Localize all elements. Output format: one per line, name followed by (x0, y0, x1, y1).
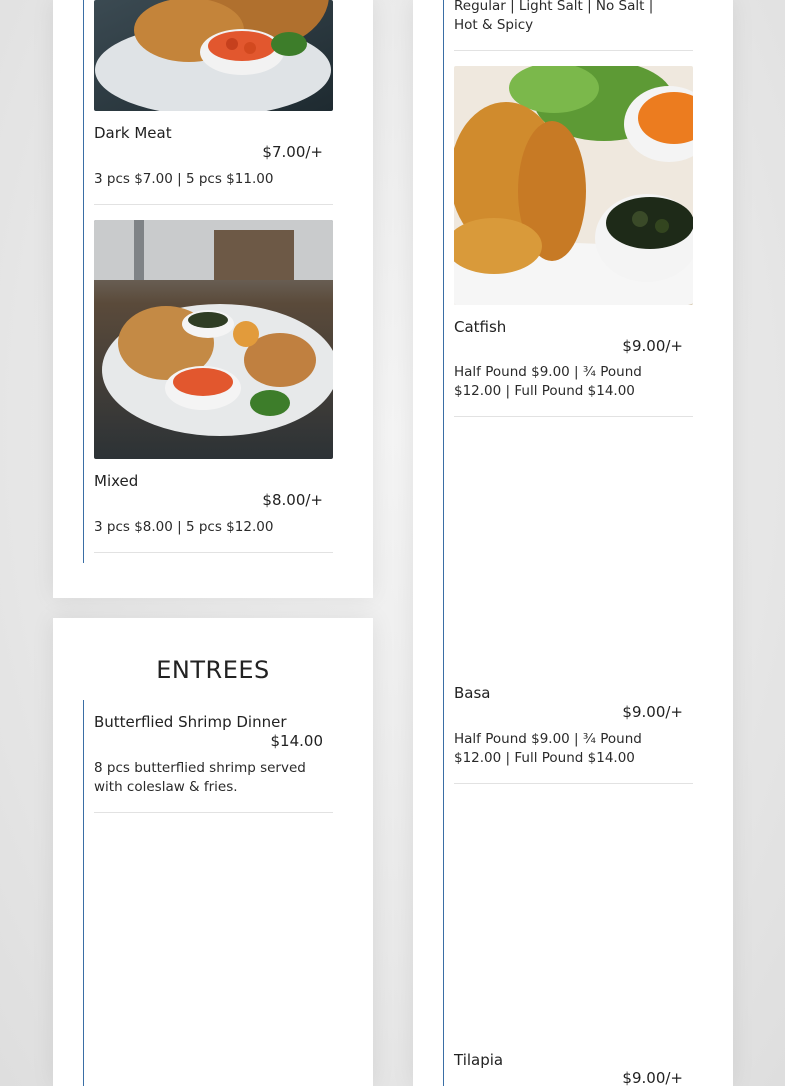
item-name-basa: Basa (454, 684, 491, 702)
item-price-basa: $9.00/+ (622, 703, 683, 721)
item-price-dark-meat: $7.00/+ (262, 143, 323, 161)
item-desc-catfish: Half Pound $9.00 | ¾ Pound $12.00 | Full Pound $14.00 (454, 364, 642, 399)
dark-meat-photo[interactable] (94, 0, 333, 111)
left-rail-top (83, 0, 84, 563)
item-desc-mixed: 3 pcs $8.00 | 5 pcs $12.00 (94, 519, 274, 535)
item-price-mixed: $8.00/+ (262, 491, 323, 509)
menu-card-entrees (53, 618, 373, 1086)
section-title-entrees: ENTREES (156, 656, 270, 684)
item-price-catfish: $9.00/+ (622, 337, 683, 355)
divider (454, 50, 693, 51)
divider (94, 552, 333, 553)
item-name-catfish: Catfish (454, 318, 507, 336)
divider (454, 783, 693, 784)
divider (454, 416, 693, 417)
item-name-dark-meat: Dark Meat (94, 124, 172, 142)
item-desc-basa: Half Pound $9.00 | ¾ Pound $12.00 | Full Pound $14.00 (454, 731, 642, 766)
seasoning-options: Regular | Light Salt | No Salt | Hot & Spicy (454, 0, 654, 33)
item-desc-butterflied-shrimp: 8 pcs butterflied shrimp served with coleslaw & fries. (94, 760, 306, 795)
item-price-tilapia: $9.00/+ (622, 1069, 683, 1086)
item-name-tilapia: Tilapia (454, 1051, 504, 1069)
catfish-photo[interactable] (454, 66, 693, 305)
mixed-photo[interactable] (94, 220, 333, 459)
divider (94, 812, 333, 813)
item-name-butterflied-shrimp: Butterflied Shrimp Dinner (94, 713, 287, 731)
right-rail (443, 0, 444, 1086)
divider (94, 204, 333, 205)
item-name-mixed: Mixed (94, 472, 139, 490)
item-price-butterflied-shrimp: $14.00 (270, 732, 323, 750)
item-desc-dark-meat: 3 pcs $7.00 | 5 pcs $11.00 (94, 171, 274, 187)
left-rail-entrees (83, 700, 84, 1086)
